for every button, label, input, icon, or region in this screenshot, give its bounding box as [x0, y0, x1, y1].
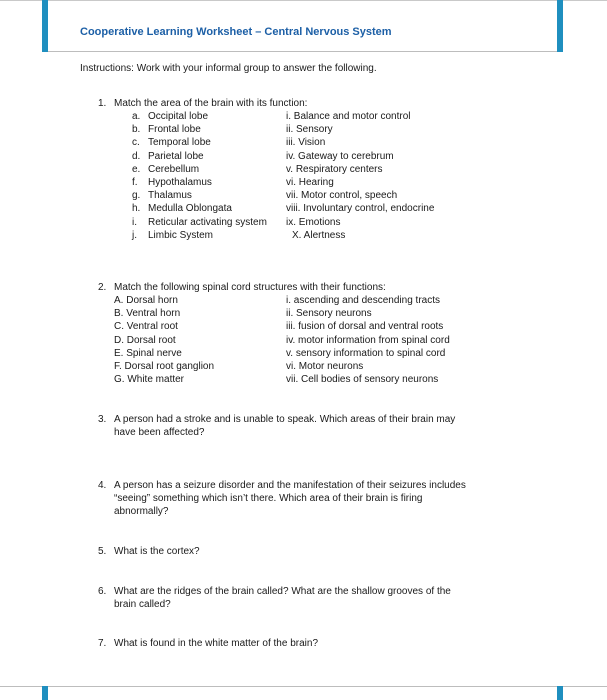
question-7 [98, 637, 528, 651]
left-margin-bar-bottom [42, 686, 48, 700]
left-margin-bar [42, 0, 48, 52]
question-7-number: 7. [98, 638, 107, 649]
brain-area-label: h. [132, 203, 141, 215]
match-row [114, 216, 474, 229]
brain-area: Parietal lobe [148, 150, 204, 162]
question-2-number: 2. [98, 282, 107, 293]
question-2 [98, 281, 518, 295]
brain-area-label: e. [132, 163, 141, 175]
question-1 [98, 97, 518, 111]
brain-area: Medulla Oblongata [148, 203, 232, 215]
brain-area: Thalamus [148, 190, 192, 202]
right-margin-bar-bottom [557, 686, 563, 700]
brain-area-label: i. [132, 216, 137, 228]
brain-function: i. Balance and motor control [286, 111, 411, 122]
match-row [114, 202, 474, 215]
question-1-text: Match the area of the brain with its function: [114, 98, 308, 109]
brain-function: ix. Emotions [286, 216, 341, 228]
match-row [114, 294, 514, 307]
spinal-structure: B. Ventral horn [114, 308, 181, 320]
brain-function: iv. Gateway to cerebrum [286, 150, 394, 162]
spinal-structure: E. Spinal nerve [114, 347, 182, 359]
spinal-function: vi. Motor neurons [286, 360, 364, 372]
spinal-function: iv. motor information from spinal cord [286, 334, 450, 346]
question-4-line-2: “seeing” something which isn’t there. Which area of their brain is firing [114, 493, 423, 505]
brain-area-label: f. [132, 176, 138, 188]
match-row [114, 334, 514, 347]
brain-area-label: c. [132, 137, 140, 149]
brain-area-label: j. [132, 229, 137, 241]
question-5 [98, 545, 528, 559]
question-3-line-1: A person had a stroke and is unable to speak. Which areas of their brain may [114, 414, 456, 425]
question-4 [98, 479, 528, 521]
brain-function: vi. Hearing [286, 176, 334, 188]
match-row [114, 110, 474, 123]
brain-area-label: a. [132, 111, 141, 122]
match-row [114, 163, 474, 176]
question-3-line-2: have been affected? [114, 427, 205, 439]
spinal-function: iii. fusion of dorsal and ventral roots [286, 321, 444, 333]
top-edge-line [0, 0, 607, 1]
brain-area-label: d. [132, 150, 141, 162]
brain-function: vii. Motor control, speech [286, 190, 398, 202]
match-row [114, 123, 474, 136]
brain-area: Reticular activating system [148, 216, 267, 228]
question-5-number: 5. [98, 546, 107, 557]
question-6-number: 6. [98, 586, 107, 597]
brain-area-label: b. [132, 124, 141, 136]
spinal-function: ii. Sensory neurons [286, 308, 372, 320]
spinal-function: v. sensory information to spinal cord [286, 347, 446, 359]
brain-function: ii. Sensory [286, 124, 333, 136]
right-margin-bar [557, 0, 563, 52]
instructions-text: Instructions: Work with your informal group to answer the following. [80, 63, 377, 74]
question-3 [98, 413, 528, 441]
question-6 [98, 585, 528, 613]
question-1-match-list [114, 110, 474, 242]
match-row [114, 373, 514, 386]
brain-function: viii. Involuntary control, endocrine [286, 203, 435, 215]
question-6-line-1: What are the ridges of the brain called? What are the shallow grooves of the [114, 586, 451, 597]
footer-divider [0, 686, 607, 687]
brain-function: v. Respiratory centers [286, 163, 383, 175]
question-4-line-3: abnormally? [114, 506, 169, 518]
spinal-structure: G. White matter [114, 374, 185, 386]
spinal-structure: A. Dorsal horn [114, 295, 178, 306]
question-4-number: 4. [98, 480, 107, 491]
spinal-structure: F. Dorsal root ganglion [114, 360, 215, 372]
question-6-line-2: brain called? [114, 599, 171, 611]
question-5-line-1: What is the cortex? [114, 546, 200, 557]
brain-function: iii. Vision [286, 137, 326, 149]
match-row [114, 189, 474, 202]
match-row [114, 320, 514, 333]
spinal-function: vii. Cell bodies of sensory neurons [286, 374, 439, 386]
question-4-line-1: A person has a seizure disorder and the manifestation of their seizures includes [114, 480, 466, 491]
question-2-match-list [114, 294, 514, 386]
header-divider [48, 51, 557, 52]
brain-area-label: g. [132, 190, 141, 202]
worksheet-title: Cooperative Learning Worksheet – Central Nervous System [80, 26, 392, 38]
spinal-structure: D. Dorsal root [114, 334, 176, 346]
match-row [114, 347, 514, 360]
question-2-text: Match the following spinal cord structures with their functions: [114, 282, 386, 293]
match-row [114, 176, 474, 189]
match-row [114, 229, 474, 242]
brain-area: Frontal lobe [148, 124, 201, 136]
match-row [114, 360, 514, 373]
match-row [114, 307, 514, 320]
question-3-number: 3. [98, 414, 107, 425]
brain-function: X. Alertness [292, 229, 346, 241]
question-7-line-1: What is found in the white matter of the brain? [114, 638, 318, 649]
brain-area: Occipital lobe [148, 111, 209, 122]
spinal-function: i. ascending and descending tracts [286, 295, 440, 306]
brain-area: Temporal lobe [148, 137, 211, 149]
brain-area: Hypothalamus [148, 176, 212, 188]
match-row [114, 150, 474, 163]
match-row [114, 136, 474, 149]
brain-area: Cerebellum [148, 163, 200, 175]
spinal-structure: C. Ventral root [114, 321, 178, 333]
brain-area: Limbic System [148, 229, 214, 241]
question-1-number: 1. [98, 98, 107, 109]
